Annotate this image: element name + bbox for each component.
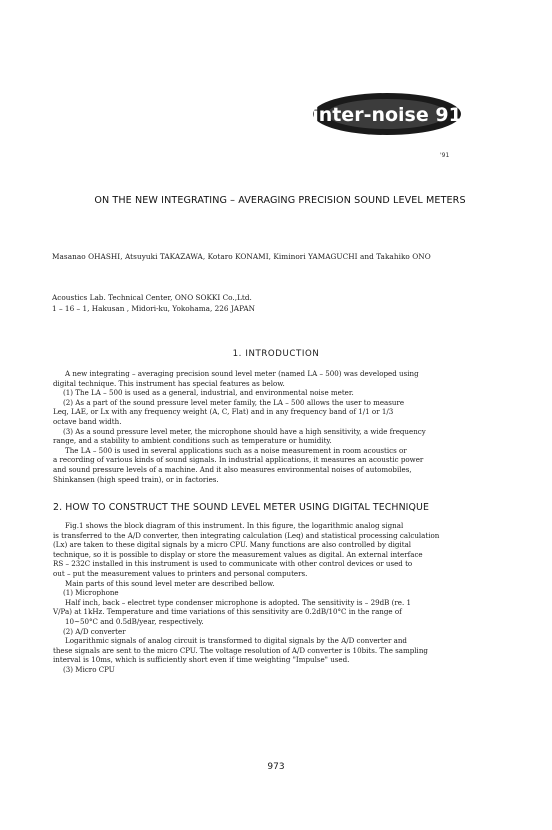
text-line: range, and a stability to ambient conditions such as temperature or humidity.: [53, 436, 332, 446]
affiliation-line: 1 – 16 – 1, Hakusan , Midori-ku, Yokohama, 226 JAPAN: [52, 303, 255, 313]
text-line: these signals are sent to the micro CPU. The voltage resolution of A/D converter is 10bits. The sampling: [53, 645, 428, 655]
text-line: Shinkansen (high speed train), or in factories.: [53, 474, 219, 484]
introduction-body: [53, 369, 526, 484]
text-line: V/Pa) at 1kHz. Temperature and time variations of this sensitivity are 0.2dB/10°C in the range of: [53, 607, 402, 617]
text-line: interval is 10ms, which is sufficiently short even if time weighting "Impulse" used.: [53, 655, 350, 665]
logo-text: inter-noise 91: [312, 104, 462, 126]
logo-subtext: '91: [440, 152, 450, 159]
conference-logo: [312, 92, 462, 136]
text-line: (2) As a part of the sound pressure level meter family, the LA – 500 allows the user to measure: [63, 397, 405, 407]
page-number: 973: [267, 762, 285, 772]
text-line: technique, so it is possible to display or store the measurement values as digital. An external interface: [53, 549, 423, 559]
text-line: (1) Microphone: [63, 588, 119, 598]
text-line: RS – 232C installed in this instrument is used to communicate with other control devices or used to: [53, 559, 413, 569]
construction-body: [53, 521, 526, 675]
text-line: (2) A/D converter: [63, 626, 126, 636]
inter-noise-logo-graphic: [312, 92, 462, 136]
affiliation-line: Acoustics Lab. Technical Center, ONO SOKKI Co.,Ltd.: [52, 293, 252, 302]
text-line: 10~50°C and 0.5dB/year, respectively.: [65, 616, 204, 626]
text-line: (3) As a sound pressure level meter, the microphone should have a high sensitivity, a wide frequency: [63, 426, 426, 436]
text-line: Main parts of this sound level meter are described bellow.: [65, 578, 275, 588]
text-line: Logarithmic signals of analog circuit is transformed to digital signals by the A/D converter and: [65, 636, 407, 646]
author-list: Masanao OHASHI, Atsuyuki TAKAZAWA, Kotaro KONAMI, Kiminori YAMAGUCHI and Takahiko ONO: [52, 252, 431, 261]
text-line: and sound pressure levels of a machine. And it also measures environmental noises of automobiles,: [53, 464, 412, 474]
affiliation: [52, 293, 472, 314]
section-heading-construction: 2. HOW TO CONSTRUCT THE SOUND LEVEL METER USING DIGITAL TECHNIQUE: [53, 502, 430, 513]
section-heading-introduction: 1. INTRODUCTION: [232, 349, 320, 359]
text-line: A new integrating – averaging precision sound level meter (named LA – 500) was developed using: [65, 369, 419, 378]
text-line: (Lx) are taken to these digital signals by a micro CPU. Many functions are also controlled by digital: [53, 540, 412, 550]
text-line: octave band width.: [53, 416, 122, 426]
text-line: out – put the measurement values to printers and personal computers.: [53, 568, 308, 578]
text-line: The LA – 500 is used in several applications such as a noise measurement in room acoustics or: [65, 445, 407, 455]
text-line: digital technique. This instrument has special features as below.: [53, 378, 285, 388]
text-line: Leq, LAE, or Lx with any frequency weight (A, C, Flat) and in any frequency band of 1/1 or 1/3: [53, 407, 394, 417]
text-line: Half inch, back – electret type condenser microphone is adopted. The sensitivity is – 29dB (re. 1: [65, 597, 412, 607]
text-line: (1) The LA – 500 is used as a general, industrial, and environmental noise meter.: [63, 388, 354, 398]
text-line: (3) Micro CPU: [63, 664, 115, 674]
text-line: a recording of various kinds of sound signals. In industrial applications, it measures an acoustic power: [53, 455, 424, 465]
paper-title: ON THE NEW INTEGRATING – AVERAGING PRECISION SOUND LEVEL METERS: [94, 195, 466, 206]
text-line: Fig.1 shows the block diagram of this instrument. In this figure, the logarithmic analog signal: [65, 521, 404, 530]
text-line: is transferred to the A/D converter, then integrating calculation (Leq) and statistical processing calculation: [53, 530, 440, 540]
